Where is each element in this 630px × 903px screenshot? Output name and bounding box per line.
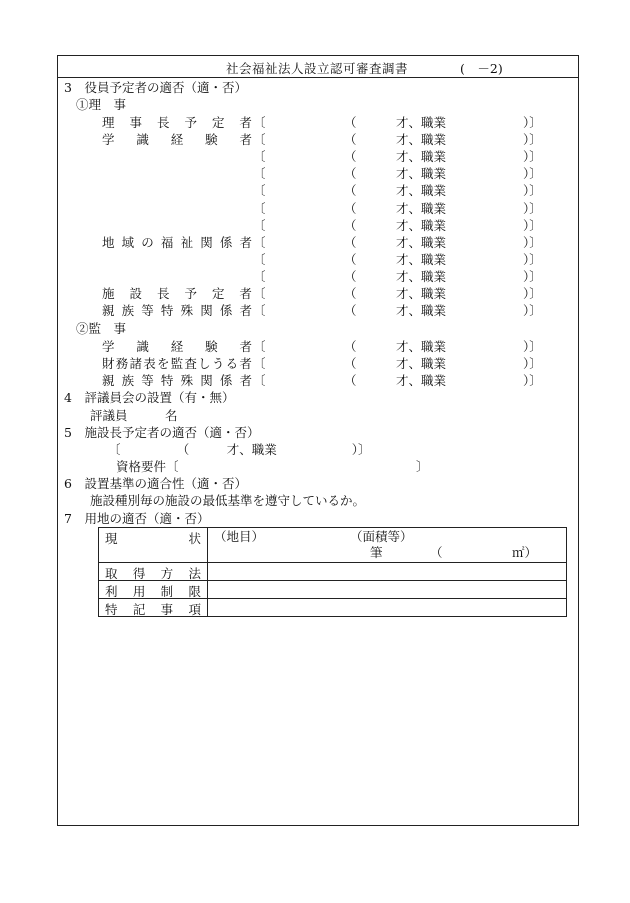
directors-row-8-age-occ: 才、職業 [396, 251, 447, 267]
directors-row-6-age-occ: 才、職業 [396, 217, 447, 233]
directors-role-7: 地 域 の 福 祉 関 係 者 [102, 234, 252, 250]
directors-row-3-paren: （ [344, 166, 357, 182]
directors-row-0-open: 〔 [253, 115, 266, 130]
land-row-label-cell [99, 581, 208, 599]
directors-row-1-open: 〔 [253, 132, 266, 148]
auditors-row-2-paren: （ [344, 373, 357, 389]
auditors-row-0-paren: （ [344, 339, 357, 354]
directors-row-5-close: ）〕 [523, 200, 542, 216]
land-row-value [208, 599, 567, 617]
directors-row-10-age-occ: 才、職業 [396, 286, 447, 301]
directors-row-1-paren: （ [344, 132, 357, 148]
directors-row-8-paren: （ [344, 251, 357, 267]
qualification-line: 資格要件〔 〕 [116, 459, 429, 474]
directors-row-3-close: ）〕 [523, 166, 542, 182]
directors-row-11-paren: （ [344, 303, 357, 319]
directors-row-0-age-occ: 才、職業 [396, 115, 447, 130]
directors-row-10-close: ）〕 [523, 286, 542, 301]
directors-row-4-open: 〔 [253, 183, 266, 199]
land-row-label-cell [99, 599, 208, 617]
document-code: ( －2) [460, 61, 503, 76]
auditors-row-2-open: 〔 [253, 373, 266, 389]
table-row [99, 599, 567, 617]
directors-row-4-close: ）〕 [523, 183, 542, 199]
current-state-label-cell [99, 528, 208, 563]
table-row [99, 528, 567, 563]
auditors-row-1-age-occ: 才、職業 [396, 356, 447, 372]
directors-role-1: 学 識 経 験 者 [102, 132, 252, 148]
land-row-label-cell [99, 563, 208, 581]
auditors-row-1-close: ）〕 [523, 356, 542, 372]
directors-role-10: 施 設 長 予 定 者 [102, 286, 252, 301]
land-table [98, 527, 567, 617]
directors-row-5-age-occ: 才、職業 [396, 200, 447, 216]
auditors-row-0-age-occ: 才、職業 [396, 339, 447, 354]
auditors-row-0-close: ）〕 [523, 339, 542, 354]
directors-row-7-close: ）〕 [523, 234, 542, 250]
directors-row-0-paren: （ [344, 115, 357, 130]
directors-row-3-open: 〔 [253, 166, 266, 182]
auditors-row-1-paren: （ [344, 356, 357, 372]
directors-row-2-age-occ: 才、職業 [396, 149, 447, 165]
directors-row-1-close: ）〕 [523, 132, 542, 148]
section-3-heading: 3 役員予定者の適否（適・否） [64, 80, 247, 95]
directors-row-9-close: ）〕 [523, 268, 542, 284]
land-row-value [208, 563, 567, 581]
directors-row-4-age-occ: 才、職業 [396, 183, 447, 199]
auditors-role-0: 学 識 経 験 者 [102, 339, 252, 354]
auditors-role-1: 財 務 諸 表 を 監 査 し う る 者 [102, 356, 252, 372]
auditors-label: ②監 事 [76, 321, 127, 336]
standards-question: 施設種別毎の施設の最低基準を遵守しているか。 [90, 493, 366, 508]
directors-row-7-paren: （ [344, 234, 357, 250]
directors-row-6-paren: （ [344, 217, 357, 233]
directors-row-2-open: 〔 [253, 149, 266, 165]
section-7-heading: 7 用地の適否（適・否） [64, 511, 210, 526]
current-state-value [208, 528, 567, 563]
directors-row-1-age-occ: 才、職業 [396, 132, 447, 148]
land-row-label: 利 用 制 限 [105, 584, 201, 599]
directors-row-7-open: 〔 [253, 234, 266, 250]
directors-row-9-age-occ: 才、職業 [396, 268, 447, 284]
directors-row-11-close: ）〕 [523, 303, 542, 319]
directors-row-5-open: 〔 [253, 200, 266, 216]
section-4-heading: 4 評議員会の設置（有・無） [64, 390, 235, 405]
directors-row-10-open: 〔 [253, 286, 266, 301]
auditors-row-0-open: 〔 [253, 339, 266, 354]
directors-row-3-age-occ: 才、職業 [396, 166, 447, 182]
auditors-row-1-open: 〔 [253, 356, 266, 372]
directors-row-2-close: ）〕 [523, 149, 542, 165]
auditors-row-2-close: ）〕 [523, 373, 542, 389]
directors-row-0-close: ）〕 [523, 115, 542, 130]
auditors-role-2: 親 族 等 特 殊 関 係 者 [102, 373, 252, 389]
directors-row-11-age-occ: 才、職業 [396, 303, 447, 319]
parcel-unit: 筆 [370, 545, 383, 560]
directors-row-2-paren: （ [344, 149, 357, 165]
title-row [58, 56, 578, 78]
councillor-count: 評議員 名 [90, 408, 178, 423]
auditors-row-2-age-occ: 才、職業 [396, 373, 447, 389]
land-row-label: 特 記 事 項 [105, 602, 201, 617]
directors-row-6-open: 〔 [253, 217, 266, 233]
land-row-label: 取 得 方 法 [105, 566, 201, 581]
section-5-heading: 5 施設長予定者の適否（適・否） [64, 425, 260, 440]
directors-row-6-close: ）〕 [523, 217, 542, 233]
directors-row-8-open: 〔 [253, 251, 266, 267]
area-unit: ㎡） [512, 545, 538, 560]
current-state-label: 現 状 [105, 531, 201, 546]
document-frame [57, 55, 579, 826]
directors-role-11: 親 族 等 特 殊 関 係 者 [102, 303, 252, 319]
directors-row-4-paren: （ [344, 183, 357, 199]
section-6-heading: 6 設置基準の適合性（適・否） [64, 476, 247, 491]
table-row [99, 563, 567, 581]
area-open: （ [430, 545, 443, 560]
land-row-value [208, 581, 567, 599]
area-label: （面積等） [350, 529, 413, 544]
directors-row-9-open: 〔 [253, 268, 266, 284]
directors-row-5-paren: （ [344, 200, 357, 216]
directors-row-9-paren: （ [344, 268, 357, 284]
table-row [99, 581, 567, 599]
facility-head-line: 〔 （ 才、職業 ）〕 [108, 442, 371, 457]
document-title: 社会福祉法人設立認可審査調書 [226, 61, 409, 76]
directors-row-10-paren: （ [344, 286, 357, 301]
directors-role-0: 理 事 長 予 定 者 [102, 115, 252, 130]
land-category-label: （地目） [214, 529, 265, 544]
directors-row-11-open: 〔 [253, 303, 266, 319]
directors-row-7-age-occ: 才、職業 [396, 234, 447, 250]
directors-label: ①理 事 [76, 97, 127, 112]
directors-row-8-close: ）〕 [523, 251, 542, 267]
